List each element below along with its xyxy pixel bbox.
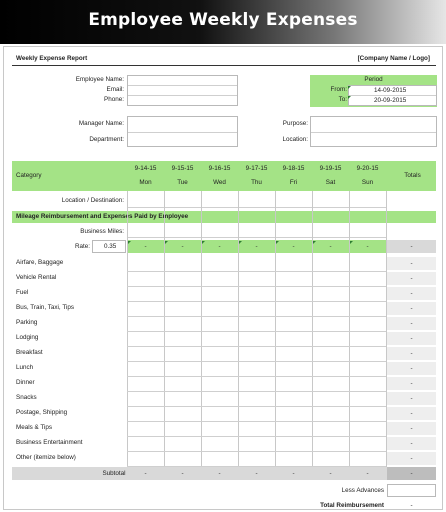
- comment-marker: [128, 241, 131, 244]
- comment-marker: [313, 241, 316, 244]
- mileage-amount-cell: -: [218, 243, 221, 250]
- page-title: Employee Weekly Expenses: [88, 10, 358, 30]
- period-from-value[interactable]: 14-09-2015: [374, 87, 407, 94]
- mileage-amount-cell: -: [366, 243, 369, 250]
- period-from-label: From:: [330, 86, 347, 93]
- date-thu: 9-17-15: [245, 165, 268, 172]
- date-sat: 9-19-15: [319, 165, 342, 172]
- date-wed: 9-16-15: [208, 165, 231, 172]
- expense-category-label: Meals & Tips: [16, 424, 53, 431]
- less-advances-label: Less Advances: [341, 487, 384, 494]
- subtotal-cell: -: [144, 470, 147, 477]
- header-divider: [12, 65, 436, 66]
- subtotal-total-value: -: [410, 470, 413, 477]
- report-title: Weekly Expense Report: [16, 55, 88, 62]
- comment-marker: [348, 96, 351, 99]
- row-total-cell: -: [387, 377, 436, 390]
- row-total-cell: -: [387, 407, 436, 420]
- day-sun: Sun: [361, 179, 374, 186]
- business-miles-label: Business Miles:: [80, 228, 124, 235]
- comment-marker: [276, 241, 279, 244]
- title-banner: [0, 0, 446, 44]
- expense-category-label: Other (itemize below): [16, 454, 76, 461]
- phone-label: Phone:: [104, 96, 124, 103]
- rate-label: Rate:: [74, 243, 90, 250]
- date-tue: 9-15-15: [171, 165, 194, 172]
- subtotal-cell: -: [181, 470, 184, 477]
- subtotal-cell: -: [255, 470, 258, 477]
- row-total-cell: -: [387, 452, 436, 465]
- date-mon: 9-14-15: [134, 165, 157, 172]
- expense-category-label: Bus, Train, Taxi, Tips: [16, 304, 74, 311]
- mileage-amount-cell: -: [292, 243, 295, 250]
- subtotal-cell: -: [329, 470, 332, 477]
- day-sat: Sat: [325, 179, 336, 186]
- employee-name-label: Employee Name:: [75, 76, 124, 83]
- manager-department-fields[interactable]: [127, 116, 238, 147]
- expense-category-label: Parking: [16, 319, 38, 326]
- subtotal-cell: -: [366, 470, 369, 477]
- expense-category-label: Fuel: [16, 289, 29, 296]
- day-fri: Fri: [289, 179, 298, 186]
- expense-category-label: Dinner: [16, 379, 35, 386]
- expense-category-label: Breakfast: [16, 349, 43, 356]
- manager-name-label: Manager Name:: [78, 120, 124, 127]
- date-fri: 9-18-15: [282, 165, 305, 172]
- row-total-cell: -: [387, 437, 436, 450]
- row-total-cell: -: [387, 347, 436, 360]
- company-logo-placeholder: [Company Name / Logo]: [357, 55, 430, 62]
- expense-category-label: Lunch: [16, 364, 34, 371]
- period-header: Period: [364, 76, 383, 83]
- row-total-cell: -: [387, 257, 436, 270]
- row-total-cell: -: [387, 272, 436, 285]
- rate-total-value: -: [410, 243, 413, 250]
- subtotal-cell: -: [218, 470, 221, 477]
- department-label: Department:: [89, 136, 124, 143]
- comment-marker: [239, 241, 242, 244]
- period-to-value[interactable]: 20-09-2015: [374, 97, 407, 104]
- subtotal-cell: -: [292, 470, 295, 477]
- comment-marker: [348, 86, 351, 89]
- day-tue: Tue: [177, 179, 188, 186]
- day-thu: Thu: [251, 179, 262, 186]
- location-destination-label: Location / Destination:: [61, 197, 124, 204]
- employee-info-fields[interactable]: [127, 75, 238, 106]
- email-label: Email:: [106, 86, 124, 93]
- row-total-cell: -: [387, 392, 436, 405]
- expense-sheet: [3, 46, 443, 510]
- day-mon: Mon: [139, 179, 152, 186]
- rate-value[interactable]: 0.35: [104, 243, 117, 250]
- day-wed: Wed: [213, 179, 226, 186]
- expense-category-label: Business Entertainment: [16, 439, 83, 446]
- mileage-amount-cell: -: [144, 243, 147, 250]
- expense-category-label: Postage, Shipping: [16, 409, 68, 416]
- purpose-location-fields[interactable]: [310, 116, 437, 147]
- expense-category-label: Airfare, Baggage: [16, 259, 64, 266]
- expense-category-label: Vehicle Rental: [16, 274, 57, 281]
- mileage-amount-cell: -: [181, 243, 184, 250]
- date-sun: 9-20-15: [356, 165, 379, 172]
- comment-marker: [165, 241, 168, 244]
- total-reimbursement-label: Total Reimbursement: [320, 502, 384, 509]
- expense-category-label: Snacks: [16, 394, 37, 401]
- row-total-cell: -: [387, 422, 436, 435]
- mileage-section-title: Mileage Reimbursement and Expenses Paid by Employee: [16, 213, 189, 220]
- mileage-amount-cell: -: [329, 243, 332, 250]
- subtotal-label: Subtotal: [102, 470, 126, 477]
- row-total-cell: -: [387, 332, 436, 345]
- totals-header: Totals: [404, 172, 421, 179]
- purpose-label: Purpose:: [282, 120, 308, 127]
- location-label: Location:: [282, 136, 308, 143]
- comment-marker: [350, 241, 353, 244]
- less-advances-input[interactable]: [387, 484, 436, 497]
- row-total-cell: -: [387, 302, 436, 315]
- category-header: Category: [16, 172, 42, 179]
- mileage-amount-cell: -: [255, 243, 258, 250]
- row-total-cell: -: [387, 317, 436, 330]
- row-total-cell: -: [387, 287, 436, 300]
- comment-marker: [202, 241, 205, 244]
- total-reimbursement-value: -: [410, 502, 413, 509]
- expense-category-label: Lodging: [16, 334, 39, 341]
- row-total-cell: -: [387, 362, 436, 375]
- period-to-label: To:: [338, 96, 347, 103]
